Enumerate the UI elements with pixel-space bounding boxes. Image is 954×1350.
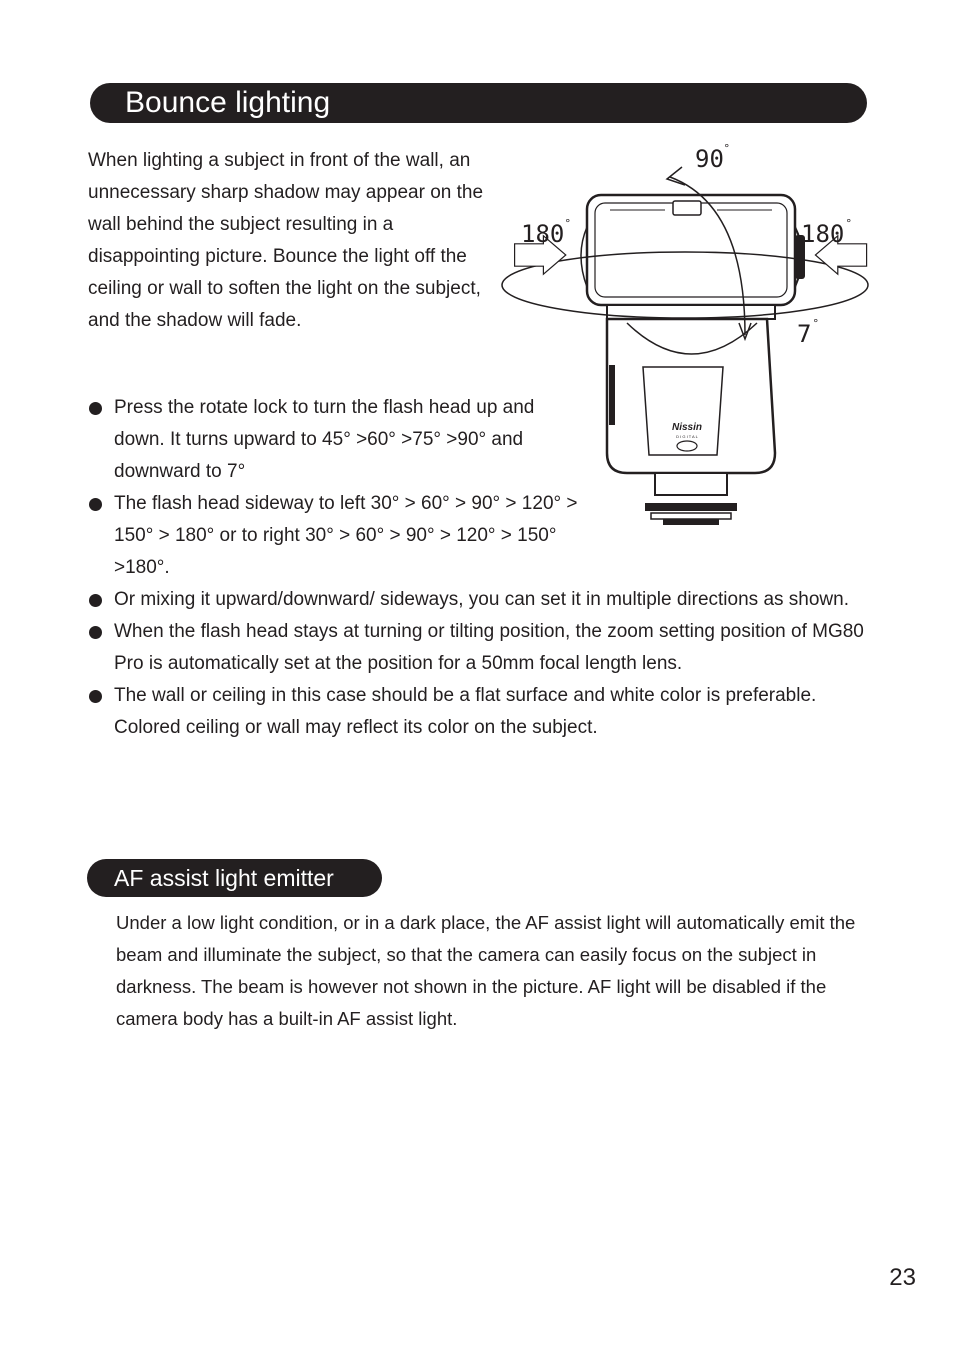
list-item: Press the rotate lock to turn the flash head up and down. It turns upward to 45° >60° >75° >90° and downward to 7° [88, 392, 584, 488]
angle-right-label: 180 [801, 220, 845, 248]
degree-symbol: ° [724, 142, 730, 155]
bullet-icon [89, 498, 102, 511]
list-item: The wall or ceiling in this case should be a flat surface and white color is preferable. Colored ceiling or wall may reflect its color on the subject. [88, 680, 868, 744]
af-section-title-banner [87, 859, 382, 897]
brand-logo: Nissin [671, 422, 703, 433]
brand-sub-logo: D I G I T A L [676, 434, 698, 439]
degree-symbol: ° [565, 217, 571, 230]
bullet-icon [89, 594, 102, 607]
intro-paragraph: When lighting a subject in front of the wall, an unnecessary sharp shadow may appear on the wall behind the subject resulting in a disappointing picture. Bounce the light off the ceiling or wall to soften the light on the subject, and the shadow will fade. [88, 150, 484, 331]
angle-down-label: 7 [797, 320, 812, 348]
degree-symbol: ° [846, 217, 852, 230]
af-section-title: AF assist light emitter [114, 865, 334, 891]
angle-left-label: 180 [521, 220, 565, 248]
angle-up-label: 90 [695, 145, 724, 173]
bullet-icon [89, 402, 102, 415]
bullet-list [88, 392, 868, 744]
page-number: 23 [889, 1264, 916, 1291]
af-paragraph: Under a low light condition, or in a dark place, the AF assist light will automatically emit the beam and illuminate the subject, so that the camera can easily focus on the subject in darkness. The beam is however not shown in the picture. AF light will be disabled if the camera body has a built-in AF assist light. [116, 912, 856, 1029]
list-item: The flash head sideway to left 30° > 60° > 90° > 120° > 150° > 180° or to right 30° > 60° > 90° > 120° > 150° >180°. [88, 488, 584, 584]
degree-symbol: ° [813, 317, 819, 330]
list-item: When the flash head stays at turning or tilting position, the zoom setting position of MG80 Pro is automatically set at the position for a 50mm focal length lens. [88, 616, 868, 680]
section-title-banner [90, 83, 867, 123]
bullet-icon [89, 690, 102, 703]
bullet-icon [89, 626, 102, 639]
section-title: Bounce lighting [125, 86, 331, 119]
list-item: Or mixing it upward/downward/ sideways, you can set it in multiple directions as shown. [88, 584, 868, 616]
